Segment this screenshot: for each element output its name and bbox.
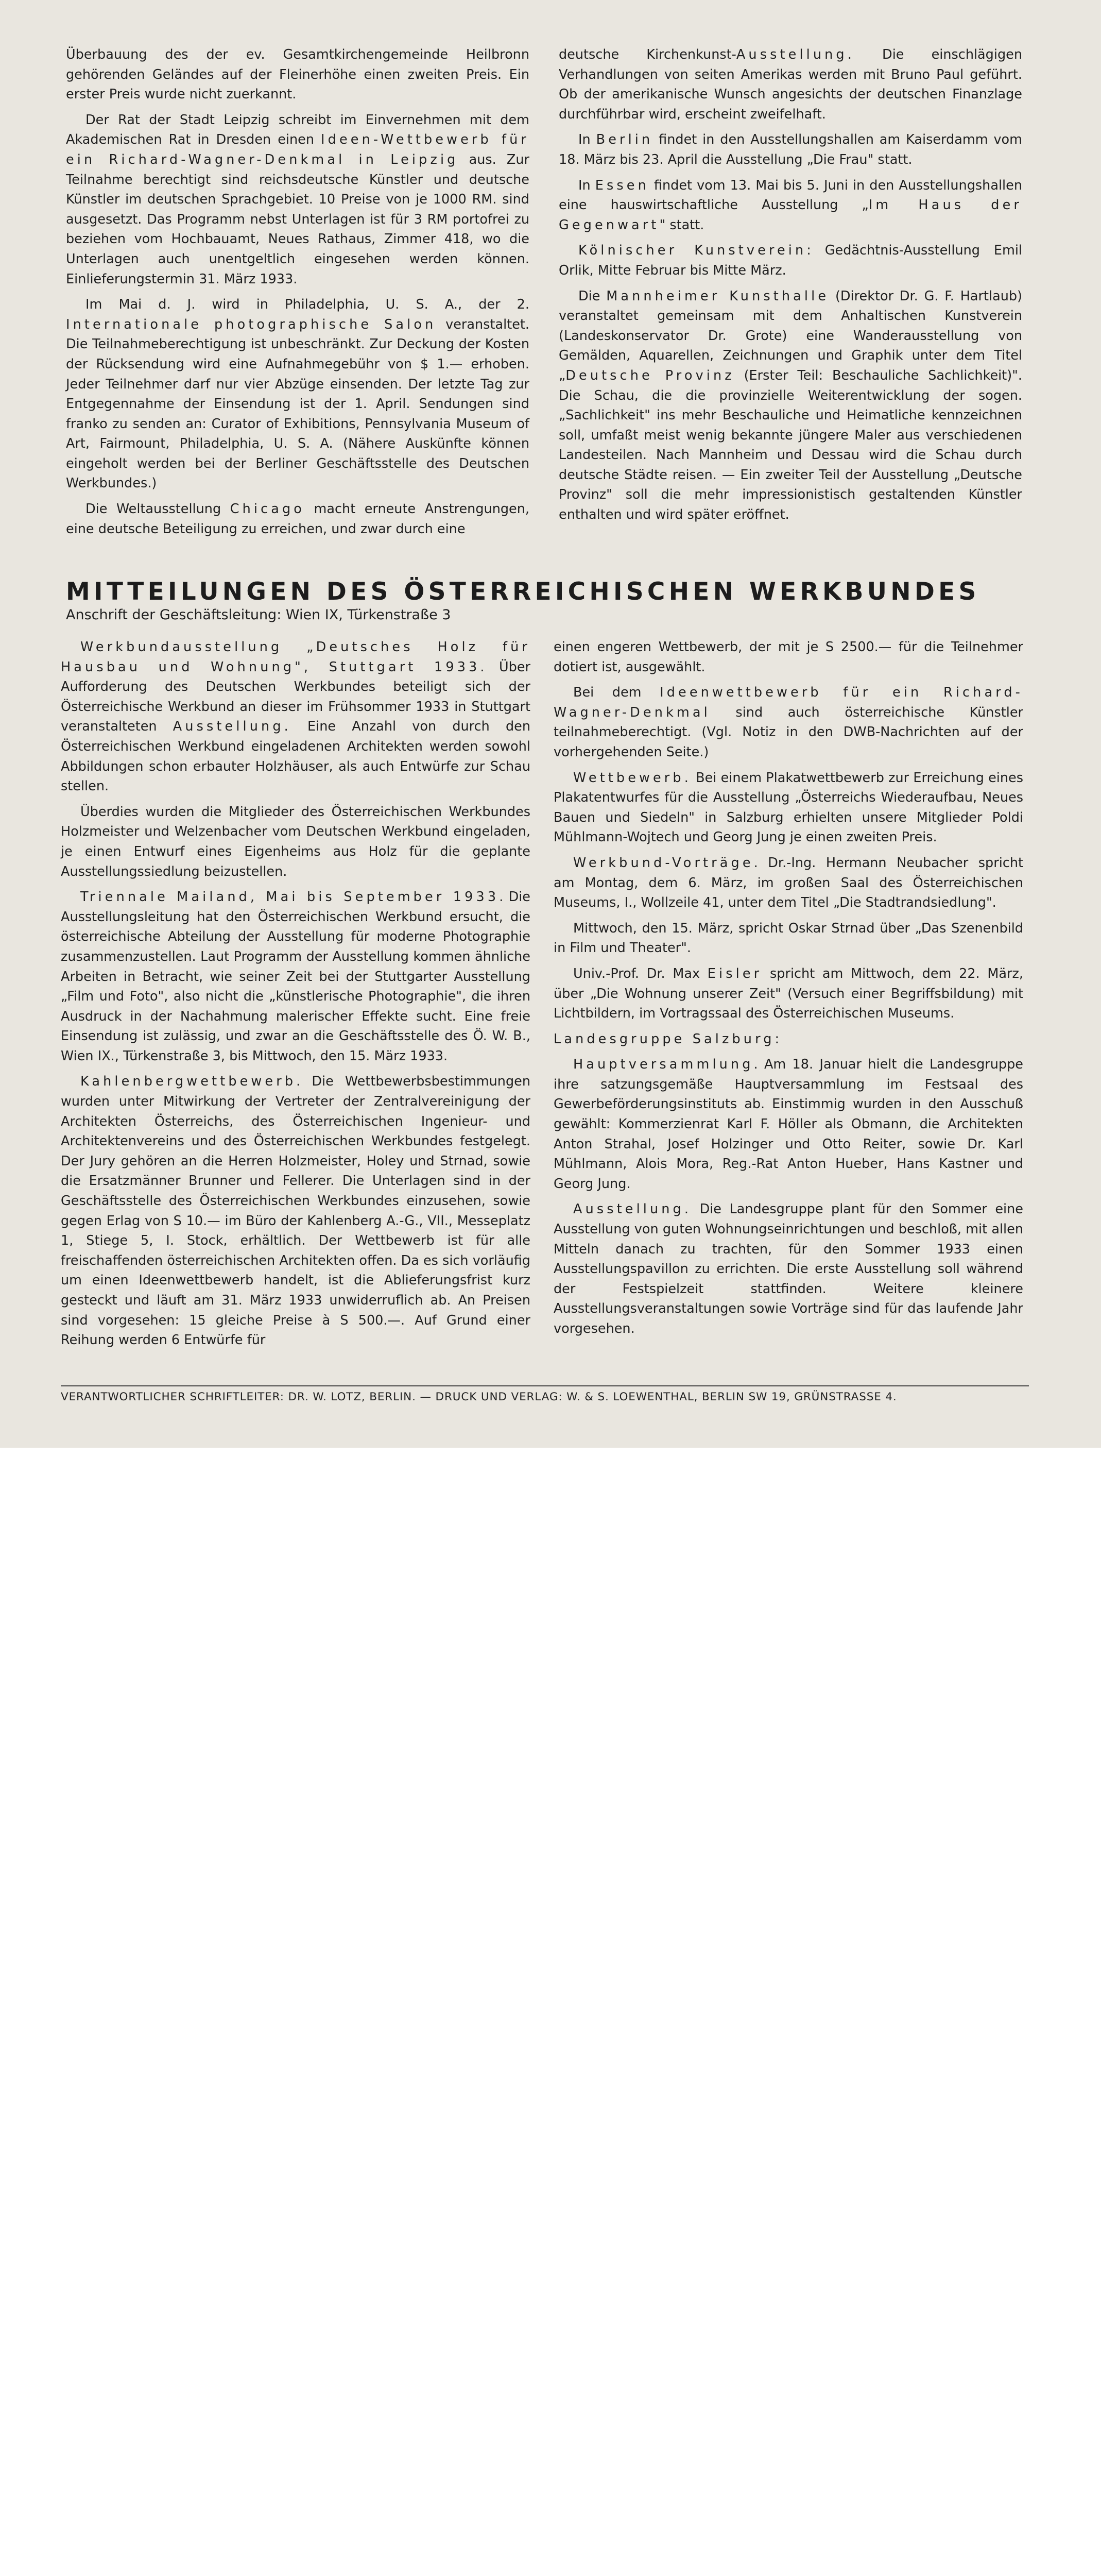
section-title: MITTEILUNGEN DES ÖSTERREICHISCHEN WERKBUNDES (66, 578, 980, 606)
bottom-left-column (61, 637, 530, 1356)
imprint-line: VERANTWORTLICHER SCHRIFTLEITER: DR. W. LOTZ, BERLIN. — DRUCK UND VERLAG: W. & S. LOEWENTHAL, BERLIN SW 19, GRÜNSTRASSE 4. (61, 1391, 897, 1403)
viewer-footer (0, 1448, 1101, 1534)
paragraph: Triennale Mailand, Mai bis September 1933. Die Ausstellungsleitung hat den Österreichischen Werkbund ersucht, die österreichische Abteilung der Ausstellung für moderne Photographie zusammenzustellen. Laut Programm der Ausstellung kommen ähnliche Arbeiten in Betracht, wie seiner Zeit bei der Stuttgarter Ausstellung „Film und Foto", also nicht die „künstlerische Photographie", die ihren Ausdruck in der Nachahmung malerischer Effekte sucht. Eine freie Einsendung ist zulässig, und zwar an die Geschäftsstelle des Ö. W. B., Wien IX., Türkenstraße 3, bis Mittwoch, den 15. März 1933. (61, 889, 530, 1064)
paragraph: Hauptversammlung. Am 18. Januar hielt die Landesgruppe ihre satzungsgemäße Hauptversammlung im Festsaal des Gewerbeförderungsinstituts ab. Einstimmig wurden in den Ausschuß gewählt: Kommerzienrat Karl F. Höller als Obmann, die Architekten Anton Strahal, Josef Holzinger und Otto Reiter, sowie Dr. Karl Mühlmann, Alois Mora, Reg.-Rat Anton Hueber, Hans Kastner und Georg Jung. (554, 1057, 1023, 1192)
paragraph: Im Mai d. J. wird in Philadelphia, U. S. A., der 2. Internationale photographische Salon veranstaltet. Die Teilnahmeberechtigung ist unbeschränkt. Zur Deckung der Kosten der Rücksendung wird eine Aufnahmegebühr von $ 1.— erhoben. Jeder Teilnehmer darf nur vier Abzüge einsenden. Der letzte Tag zur Entgegennahme der Einsendung ist der 1. April. Sendungen sind franko zu senden an: Curator of Exhibitions, Pennsylvania Museum of Art, Fairmount, Philadelphia, U. S. A. (Nähere Auskünfte können eingeholt werden bei der Berliner Geschäftsstelle des Deutschen Werkbundes.) (66, 297, 529, 492)
paragraph: Überbauung des der ev. Gesamtkirchengemeinde Heilbronn gehörenden Geländes auf der Fleinerhöhe einen zweiten Preis. Ein erster Preis wurde nicht zuerkannt. (66, 47, 529, 103)
paragraph: deutsche Kirchenkunst-Ausstellung. Die einschlägigen Verhandlungen von seiten Amerikas werden mit Bruno Paul geführt. Ob der amerikanische Wunsch angesichts der deutschen Finanzlage durchführbar wird, erscheint zweifelhaft. (559, 47, 1022, 122)
paragraph: Die Mannheimer Kunsthalle (Direktor Dr. G. F. Hartlaub) veranstaltet gemeinsam mit dem Anhaltischen Kunstverein (Landeskonservator Dr. Grote) eine Wanderausstellung von Gemälden, Aquarellen, Zeichnungen und Graphik unter dem Titel „Deutsche Provinz (Erster Teil: Beschauliche Sachlichkeit)". Die Schau, die die provinzielle Weiterentwicklung der sogen. „Sachlichkeit" ins mehr Beschauliche und Heimatliche kennzeichnen soll, umfaßt meist wenig bekannte jüngere Maler aus verschiedenen Landesteilen. Nach Mannheim und Dessau wird die Schau durch deutsche Städte reisen. — Ein zweiter Teil der Ausstellung „Deutsche Provinz" soll die mehr impressionistisch gestaltenden Künstler enthalten und wird später eröffnet. (559, 288, 1023, 523)
subheading: Landesgruppe Salzburg: (554, 1031, 780, 1047)
paragraph: Bei dem Ideenwettbewerb für ein Richard-Wagner-Denkmal sind auch österreichische Künstler teilnahmeberechtigt. (Vgl. Notiz in den DWB-Nachrichten auf der vorhergehenden Seite.) (554, 685, 1023, 760)
bottom-right-column (554, 637, 1023, 1345)
paragraph: Univ.-Prof. Dr. Max Eisler spricht am Mittwoch, dem 22. März, über „Die Wohnung unserer Zeit" (Versuch einer Begriffsbildung) mit Lichtbildern, im Vortragssaal des Österreichischen Museums. (554, 965, 1023, 1022)
paragraph: Werkbund-Vorträge. Dr.-Ing. Hermann Neubacher spricht am Montag, dem 6. März, im großen Saal des Österreichischen Museums, I., Wollzeile 41, unter dem Titel „Die Stadtrandsiedlung". (554, 855, 1023, 911)
paragraph: Kölnischer Kunstverein: Gedächtnis-Ausstellung Emil Orlik, Mitte Februar bis Mitte März. (559, 243, 1022, 278)
paragraph: Mittwoch, den 15. März, spricht Oskar Strnad über „Das Szenenbild in Film und Theater". (554, 920, 1023, 956)
paragraph: Die Weltausstellung Chicago macht erneute Anstrengungen, eine deutsche Beteiligung zu erreichen, und zwar durch eine (66, 501, 529, 537)
paragraph: In Berlin findet in den Ausstellungshallen am Kaiserdamm vom 18. März bis 23. April die Ausstellung „Die Frau" statt. (559, 132, 1022, 167)
paragraph: einen engeren Wettbewerb, der mit je S 2500.— für die Teilnehmer dotiert ist, ausgewählt. (554, 639, 1023, 675)
paragraph: Kahlenbergwettbewerb. Die Wettbewerbsbestimmungen wurden unter Mitwirkung der Vertreter der Zentralvereinigung der Architekten Österreichs, des Österreichischen Ingenieur- und Architektenvereins und des Österreichischen Werkbundes festgelegt. Der Jury gehören an die Herren Holzmeister, Holey und Strnad, sowie die Ersatzmänner Brunner und Fellerer. Die Unterlagen sind in der Geschäftsstelle des Österreichischen Werkbundes einzusehen, sowie gegen Erlag von S 10.— im Büro der Kahlenberg A.-G., VII., Messeplatz 1, Stiege 5, I. Stock, erhältlich. Der Wettbewerb ist für alle freischaffenden österreichischen Architekten offen. Da es sich vorläufig um einen Ideenwettbewerb handelt, ist die Ablieferungsfrist kurz gesteckt und läuft am 31. März 1933 unwiderruflich ab. An Preisen sind vorgesehen: 15 gleiche Preise à S 500.—. Auf Grund einer Reihung werden 6 Entwürfe für (61, 1074, 530, 1348)
top-right-column (559, 45, 1022, 531)
imprint-divider (61, 1385, 1029, 1386)
paragraph: Wettbewerb. Bei einem Plakatwettbewerb zur Erreichung eines Plakatentwurfes für die Ausstellung „Österreichs Wiederaufbau, Neues Bauen und Siedeln" in Salzburg erhielten unsere Mitglieder Poldi Mühlmann-Wojtech und Georg Jung je einen zweiten Preis. (554, 770, 1023, 845)
paragraph: Ausstellung. Die Landesgruppe plant für den Sommer eine Ausstellung von guten Wohnungseinrichtungen und beschloß, mit allen Mitteln danach zu trachten, für den Sommer 1933 einen Ausstellungspavillon zu errichten. Die erste Ausstellung soll während der Festspielzeit stattfinden. Weitere kleinere Ausstellungsveranstaltungen sowie Vorträge sind für das laufende Jahr vorgesehen. (554, 1201, 1023, 1336)
section-subtitle: Anschrift der Geschäftsleitung: Wien IX, Türkenstraße 3 (66, 607, 451, 623)
paragraph: Der Rat der Stadt Leipzig schreibt im Einvernehmen mit dem Akademischen Rat in Dresden einen Ideen-Wettbewerb für ein Richard-Wagner-Denkmal in Leipzig aus. Zur Teilnahme berechtigt sind reichsdeutsche Künstler und deutsche Künstler im deutschen Sprachgebiet. 10 Preise von je 1000 RM. sind ausgesetzt. Das Programm nebst Unterlagen ist für 3 RM portofrei zu beziehen vom Hochbauamt, Neues Rathaus, Zimmer 418, wo die Unterlagen auch unentgeltlich eingesehen werden können. Einlieferungstermin 31. März 1933. (66, 112, 529, 287)
paragraph: Werkbundausstellung „Deutsches Holz für Hausbau und Wohnung", Stuttgart 1933. Über Aufforderung des Deutschen Werkbundes beteiligt sich der Österreichische Werkbund an dieser im Frühsommer 1933 in Stuttgart veranstalteten Ausstellung. Eine Anzahl von durch den Österreichischen Werkbund eingeladenen Architekten werden sowohl Abbildungen schon erbauter Holzhäuser, als auch Entwürfe zur Schau stellen. (61, 639, 530, 794)
paragraph: In Essen findet vom 13. Mai bis 5. Juni in den Ausstellungshallen eine hauswirtschaftliche Ausstellung „Im Haus der Gegenwart" statt. (559, 177, 1022, 233)
top-left-column (66, 45, 529, 545)
paragraph: Überdies wurden die Mitglieder des Österreichischen Werkbundes Holzmeister und Welzenbacher vom Deutschen Werkbund eingeladen, je einen Entwurf eines Eigenheims aus Holz für die geplante Ausstellungssiedlung beizustellen. (61, 804, 530, 879)
